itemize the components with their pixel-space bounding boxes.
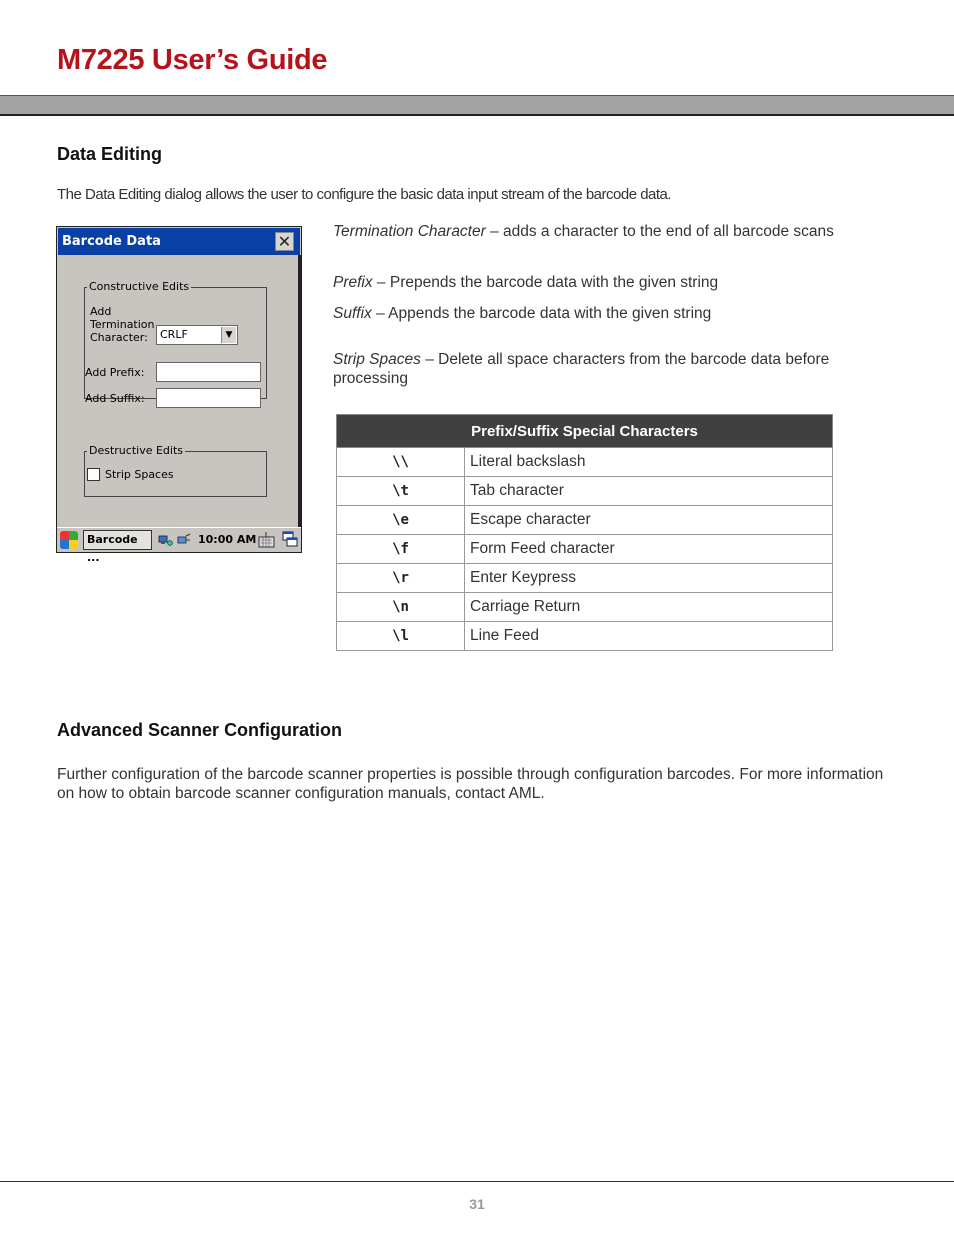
description-term: Suffix xyxy=(333,305,372,322)
connection-icon[interactable] xyxy=(176,533,191,547)
special-code: \\ xyxy=(337,448,465,477)
special-meaning: Enter Keypress xyxy=(465,564,833,593)
advanced-paragraph: Further configuration of the barcode scanner properties is possible through configuration barcodes. For more information on how to obtain barcode scanner configuration manuals, contact AML. xyxy=(57,766,884,802)
network-icon[interactable] xyxy=(158,533,173,547)
table-row xyxy=(337,506,833,535)
description-prefix xyxy=(333,273,903,292)
constructive-edits-label: Constructive Edits xyxy=(89,280,190,293)
header-bar xyxy=(0,95,954,116)
description-term: Prefix xyxy=(333,274,373,291)
table-row xyxy=(337,564,833,593)
special-code: \t xyxy=(337,477,465,506)
barcode-data-dialog xyxy=(56,226,302,564)
termination-character-select[interactable] xyxy=(156,325,238,345)
termination-label-line2: Termination xyxy=(90,318,155,331)
special-meaning: Line Feed xyxy=(465,622,833,651)
destructive-edits-label: Destructive Edits xyxy=(89,444,183,457)
special-meaning: Carriage Return xyxy=(465,593,833,622)
document-title: M7225 User’s Guide xyxy=(57,44,328,76)
table-row xyxy=(337,448,833,477)
description-suffix xyxy=(333,304,903,323)
footer-rule xyxy=(0,1181,954,1182)
dialog-title: Barcode Data xyxy=(62,234,161,249)
termination-character-value: CRLF xyxy=(160,328,188,341)
strip-spaces-checkbox[interactable] xyxy=(87,468,100,481)
section-heading-data-editing: Data Editing xyxy=(57,144,163,164)
prefix-input[interactable] xyxy=(156,362,261,382)
special-meaning: Form Feed character xyxy=(465,535,833,564)
table-row xyxy=(337,477,833,506)
description-text: – Delete all space characters from the barcode data before processing xyxy=(333,351,830,387)
strip-spaces-label[interactable]: Strip Spaces xyxy=(105,468,174,481)
chevron-down-icon[interactable]: ▼ xyxy=(221,327,236,343)
description-term: Strip Spaces xyxy=(333,351,421,368)
description-text: – Prepends the barcode data with the given string xyxy=(372,274,719,291)
special-meaning: Literal backslash xyxy=(465,448,833,477)
termination-label-line3: Character: xyxy=(90,331,148,344)
termination-label-line1: Add xyxy=(90,305,112,318)
keyboard-icon[interactable] xyxy=(258,531,275,549)
close-icon[interactable]: ✕ xyxy=(275,232,294,251)
table-header-row xyxy=(337,415,833,448)
special-meaning: Escape character xyxy=(465,506,833,535)
start-icon[interactable] xyxy=(60,531,78,549)
special-meaning: Tab character xyxy=(465,477,833,506)
taskbar xyxy=(57,527,301,564)
table-row xyxy=(337,535,833,564)
description-term: Termination Character xyxy=(333,223,486,240)
table-title: Prefix/Suffix Special Characters xyxy=(337,415,833,448)
special-code: \f xyxy=(337,535,465,564)
dialog-titlebar xyxy=(58,228,300,255)
special-characters-table xyxy=(336,414,833,651)
special-code: \n xyxy=(337,593,465,622)
data-editing-intro: The Data Editing dialog allows the user to configure the basic data input stream of the barcode data. xyxy=(57,186,672,203)
prefix-label: Add Prefix: xyxy=(85,366,145,379)
special-code: \r xyxy=(337,564,465,593)
table-row xyxy=(337,593,833,622)
description-text: – Appends the barcode data with the given string xyxy=(371,305,712,322)
description-strip-spaces xyxy=(333,350,903,388)
taskbar-task-button[interactable]: Barcode ... xyxy=(83,530,152,550)
section-heading-advanced: Advanced Scanner Configuration xyxy=(57,720,343,740)
page-number: 31 xyxy=(469,1196,485,1212)
taskbar-clock: 10:00 AM xyxy=(198,533,257,546)
special-code: \l xyxy=(337,622,465,651)
dialog-body xyxy=(57,255,301,528)
special-code: \e xyxy=(337,506,465,535)
suffix-input[interactable] xyxy=(156,388,261,408)
description-termination xyxy=(333,222,903,241)
windows-switch-icon[interactable] xyxy=(282,531,299,549)
table-row xyxy=(337,622,833,651)
description-text: – adds a character to the end of all barcode scans xyxy=(485,223,834,240)
suffix-label: Add Suffix: xyxy=(85,392,145,405)
